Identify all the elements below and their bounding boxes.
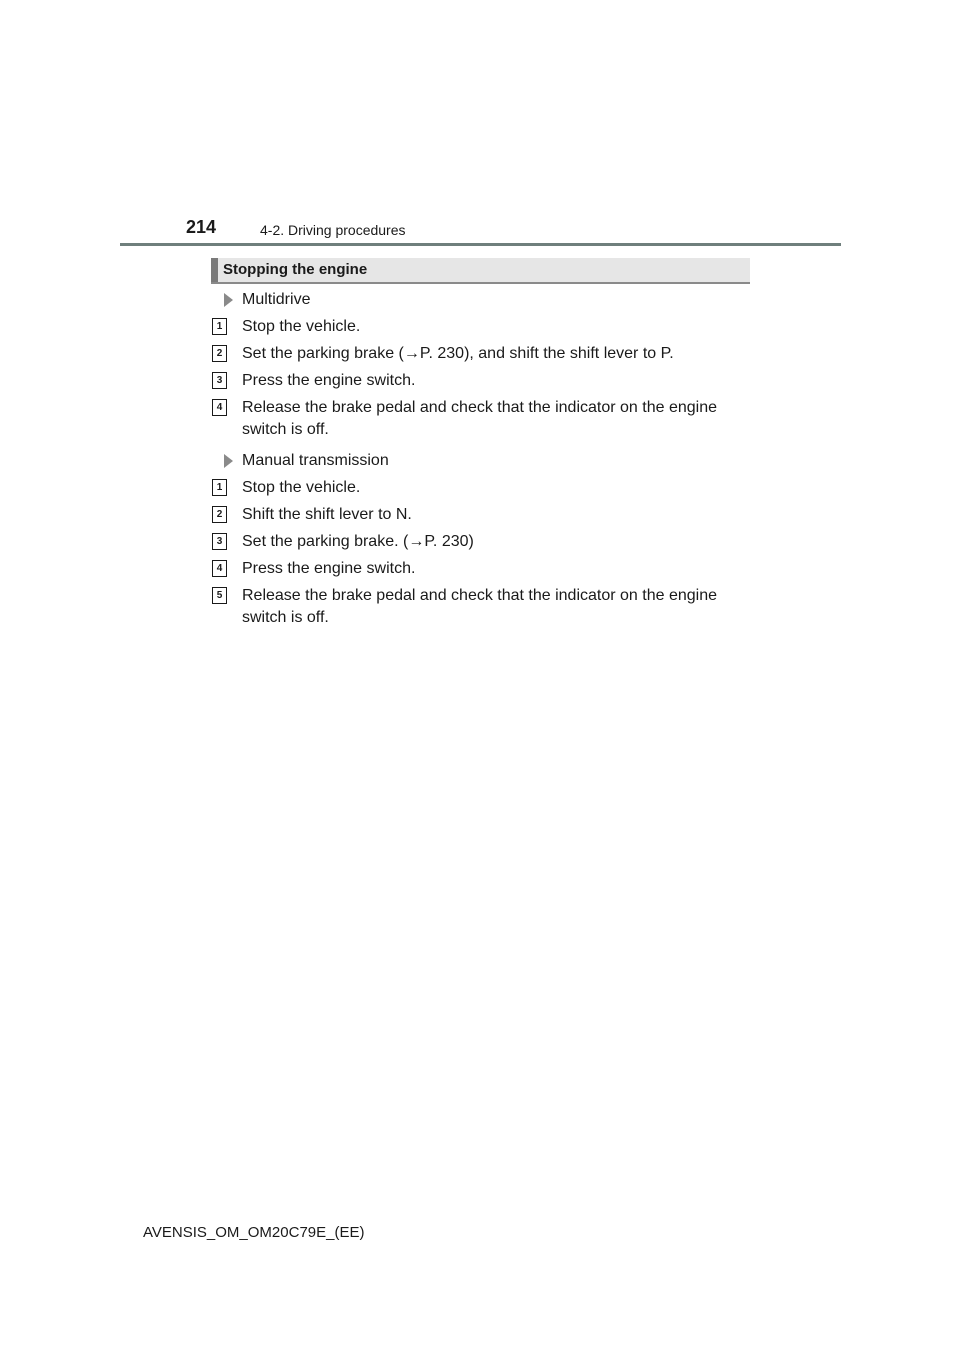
step-text: Release the brake pedal and check that the indicator on the engine switch is off. [242, 399, 717, 438]
section-accent [211, 258, 218, 282]
step-text: Stop the vehicle. [242, 318, 361, 335]
triangle-right-icon [224, 454, 233, 468]
section-header [211, 258, 750, 284]
step-text: Release the brake pedal and check that the indicator on the engine switch is off. [242, 587, 717, 626]
step-number: 5 [212, 587, 227, 604]
footer-doc-code: AVENSIS_OM_OM20C79E_(EE) [143, 1224, 365, 1241]
step [212, 343, 752, 365]
step-text: Set the parking brake (→P. 230), and shift the shift lever to P. [242, 345, 674, 362]
step [212, 397, 752, 441]
subheading-multidrive [212, 289, 752, 311]
step-number: 3 [212, 372, 227, 389]
step-number: 4 [212, 399, 227, 416]
step-number: 1 [212, 479, 227, 496]
step [212, 316, 752, 338]
step [212, 558, 752, 580]
step-text: Set the parking brake. (→P. 230) [242, 533, 474, 550]
step-number: 4 [212, 560, 227, 577]
step-number: 1 [212, 318, 227, 335]
step-text: Shift the shift lever to N. [242, 506, 412, 523]
content [212, 289, 752, 634]
step [212, 531, 752, 553]
subheading-label: Manual transmission [242, 452, 389, 469]
step-number: 2 [212, 345, 227, 362]
chapter-title: 4-2. Driving procedures [260, 222, 406, 238]
step [212, 585, 752, 629]
triangle-right-icon [224, 293, 233, 307]
step-text: Stop the vehicle. [242, 479, 361, 496]
header-rule [120, 243, 841, 246]
step-text: Press the engine switch. [242, 560, 416, 577]
step [212, 504, 752, 526]
step [212, 370, 752, 392]
step [212, 477, 752, 499]
subheading-manual-transmission [212, 450, 752, 472]
step-number: 3 [212, 533, 227, 550]
page-number: 214 [186, 217, 217, 237]
step-text: Press the engine switch. [242, 372, 416, 389]
section-title: Stopping the engine [223, 261, 368, 278]
step-number: 2 [212, 506, 227, 523]
subheading-label: Multidrive [242, 291, 311, 308]
